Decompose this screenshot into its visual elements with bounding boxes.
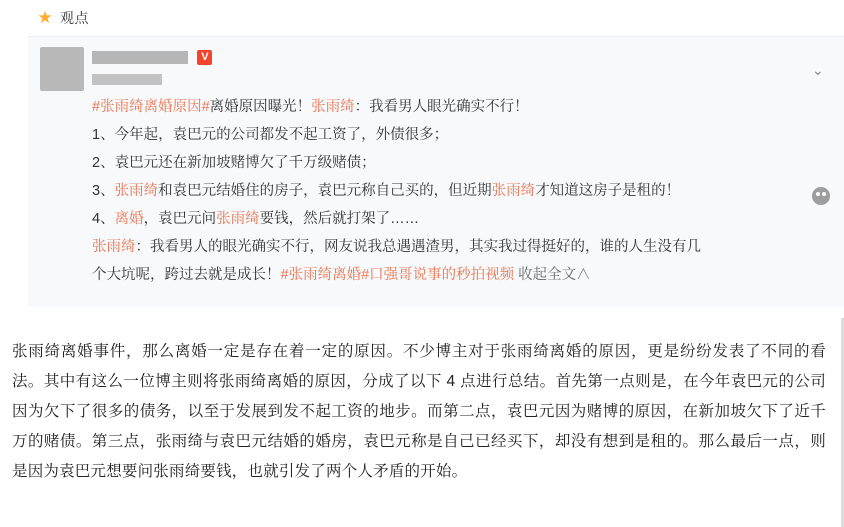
topic-link-2[interactable]: #张雨绮离婚# (280, 267, 370, 283)
collapse-full-text-button[interactable]: 收起全文∧ (518, 267, 591, 283)
post-item-4-name: 张雨绮 (216, 211, 260, 227)
chevron-down-icon[interactable]: ⌄ (812, 62, 824, 78)
post-item-4-keyword: 离婚 (114, 211, 144, 227)
avatar[interactable] (40, 47, 84, 91)
post-item-4-num: 4、 (92, 211, 115, 227)
weibo-post-card (28, 0, 844, 307)
post-quote-line-1 (92, 233, 810, 261)
post-item-1 (92, 121, 810, 149)
card-header-title: 观点 (60, 10, 89, 26)
post-item-3-name-2: 张雨绮 (491, 183, 536, 199)
topic-link[interactable]: #张雨绮离婚原因# (92, 99, 210, 115)
post-quote-text-1: ：我看男人的眼光确实不行，网友说我总遇遇渣男，其实我过得挺好的，谁的人生没有几 (135, 239, 701, 255)
post-item-3-mid: 和袁巴元结婚住的房子，袁巴元称自己买的，但近期 (158, 183, 492, 199)
post-title-name: 张雨绮 (311, 99, 355, 115)
post-item-2 (92, 149, 810, 177)
article-paragraph: 张雨绮离婚事件，那么离婚一定是存在着一定的原因。不少博主对于张雨绮离婚的原因，更是纷纷发表了不同的看法。其中有这么一位博主则将张雨绮离婚的原因，分成了以下 4 点进行总结。首先第一点则是，在今年袁巴元的公司因为欠下了很多的债务，以至于发展到发不起工资的地步。而第二点，袁巴元因为赌博的原因，在新加坡欠下了近千万的赌债。第三点，张雨绮与袁巴元结婚的婚房，袁巴元称是自己已经买下，却没有想到是租的。那么最后一点，则是因为袁巴元想要问张雨绮要钱，也就引发了两个人矛盾的开始。 (12, 343, 826, 480)
post-item-4-mid: ，袁巴元问 (143, 211, 217, 227)
post-item-3 (92, 177, 810, 205)
post-item-1-num: 1、 (92, 127, 115, 143)
post-item-3-num: 3、 (92, 183, 115, 199)
post-author-row (40, 47, 832, 91)
author-name-redacted[interactable] (92, 51, 188, 64)
post-quote-text-2: 个大坑呢，跨过去就是成长！ (92, 267, 281, 283)
post-title-line (92, 93, 810, 121)
post-item-2-num: 2、 (92, 155, 115, 171)
post-title-mid: 离婚原因曝光！ (209, 99, 312, 115)
post-item-4-tail: 要钱，然后就打架了…… (259, 211, 420, 227)
post-item-3-name-1: 张雨绮 (114, 183, 159, 199)
post-item-3-tail: 才知道这房子是租的！ (535, 183, 681, 199)
card-header (28, 0, 844, 37)
post-item-4 (92, 205, 810, 233)
post-content (40, 93, 832, 289)
post-quote-name: 张雨绮 (92, 239, 136, 255)
author-subtitle-redacted (92, 74, 162, 85)
card-body (28, 37, 844, 307)
post-quote-line-2 (92, 261, 810, 289)
post-item-2-text: 袁巴元还在新加坡赌博欠了千万级赌债； (114, 155, 376, 171)
emoji-face-icon[interactable] (812, 187, 830, 205)
verified-badge-icon: V (197, 50, 212, 65)
post-item-1-text: 今年起，袁巴元的公司都发不起工资了，外债很多； (114, 127, 449, 143)
star-icon: ★ (37, 8, 53, 27)
post-title-tail: ：我看男人眼光确实不行！ (354, 99, 529, 115)
article-body (0, 325, 844, 487)
author-name-block (92, 47, 212, 85)
video-link[interactable]: 口强哥说事的秒拍视频 (369, 267, 515, 283)
